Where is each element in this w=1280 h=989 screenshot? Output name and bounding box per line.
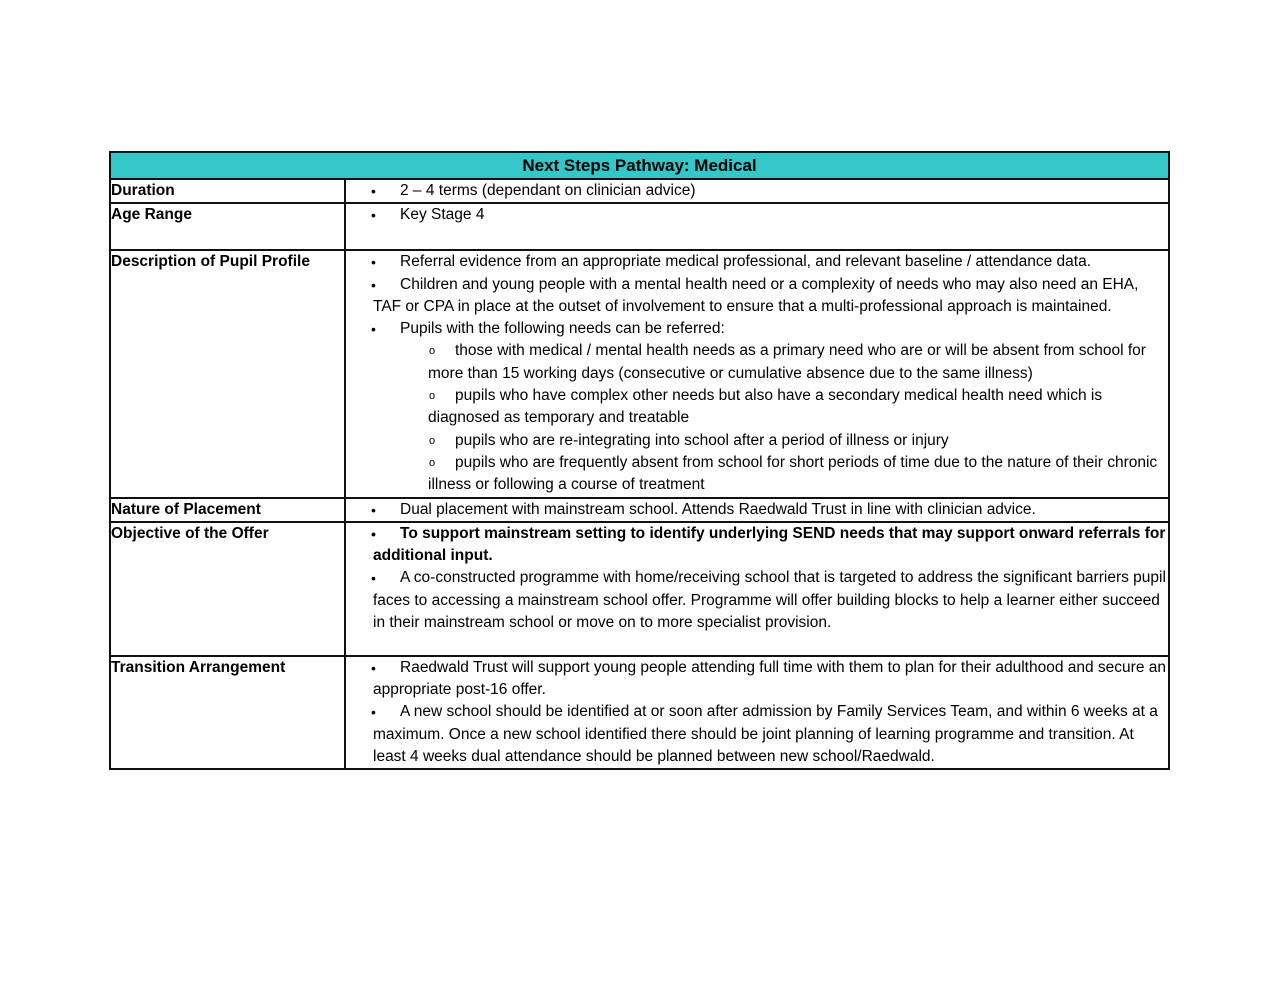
sub-list-item: o pupils who have complex other needs but also have a secondary medical health need which is diagnosed as temporary and treatable <box>373 385 1166 430</box>
sub-list-item: o pupils who are frequently absent from school for short periods of time due to the nature of their chronic illness or following a course of treatment <box>373 452 1166 497</box>
sub-list-item: o pupils who are re-integrating into school after a period of illness or injury <box>373 430 1166 452</box>
list-item: • A new school should be identified at or soon after admission by Family Services Team, and within 6 weeks at a maximum. Once a new school identified there should be joint planning of learning programme and transition. At least 4 weeks dual attendance should be planned between new school/Raedwald. <box>373 701 1166 768</box>
list-item: • A co-constructed programme with home/receiving school that is targeted to address the significant barriers pupil faces to accessing a mainstream school offer. Programme will offer building blocks to help a learner either succeed in their mainstream school or move on to more specialist provision. <box>373 567 1166 634</box>
list-item: • 2 – 4 terms (dependant on clinician advice) <box>373 180 1166 202</box>
table-row <box>110 203 1169 250</box>
table-row <box>110 656 1169 769</box>
transition-label: Transition Arrangement <box>110 656 345 769</box>
nature-label: Nature of Placement <box>110 498 345 522</box>
list-item: • Raedwald Trust will support young people attending full time with them to plan for their adulthood and secure an appropriate post-16 offer. <box>373 657 1166 702</box>
list-item: • Pupils with the following needs can be referred: <box>373 318 1166 340</box>
objective-label: Objective of the Offer <box>110 522 345 656</box>
age-range-label: Age Range <box>110 203 345 250</box>
nature-content <box>345 498 1169 522</box>
table-row <box>110 179 1169 203</box>
list-item: • Dual placement with mainstream school. Attends Raedwald Trust in line with clinician advice. <box>373 499 1166 521</box>
table-row <box>110 522 1169 656</box>
objective-content <box>345 522 1169 656</box>
sub-list-item: o those with medical / mental health needs as a primary need who are or will be absent from school for more than 15 working days (consecutive or cumulative absence due to the same illness) <box>373 340 1166 385</box>
transition-content <box>345 656 1169 769</box>
list-item: • Referral evidence from an appropriate medical professional, and relevant baseline / attendance data. <box>373 251 1166 273</box>
duration-content <box>345 179 1169 203</box>
table-row <box>110 498 1169 522</box>
list-item: • Key Stage 4 <box>373 204 1166 226</box>
pathway-table <box>109 151 1170 770</box>
title-row <box>110 152 1169 179</box>
pupil-profile-content <box>345 250 1169 497</box>
age-range-content <box>345 203 1169 250</box>
pupil-profile-label: Description of Pupil Profile <box>110 250 345 497</box>
list-item: • Children and young people with a mental health need or a complexity of needs who may also need an EHA, TAF or CPA in place at the outset of involvement to ensure that a multi-professional approach is maintained. <box>373 274 1166 319</box>
table-title: Next Steps Pathway: Medical <box>110 152 1169 179</box>
duration-label: Duration <box>110 179 345 203</box>
list-item: • To support mainstream setting to identify underlying SEND needs that may support onward referrals for additional input. <box>373 523 1166 568</box>
table-row <box>110 250 1169 497</box>
